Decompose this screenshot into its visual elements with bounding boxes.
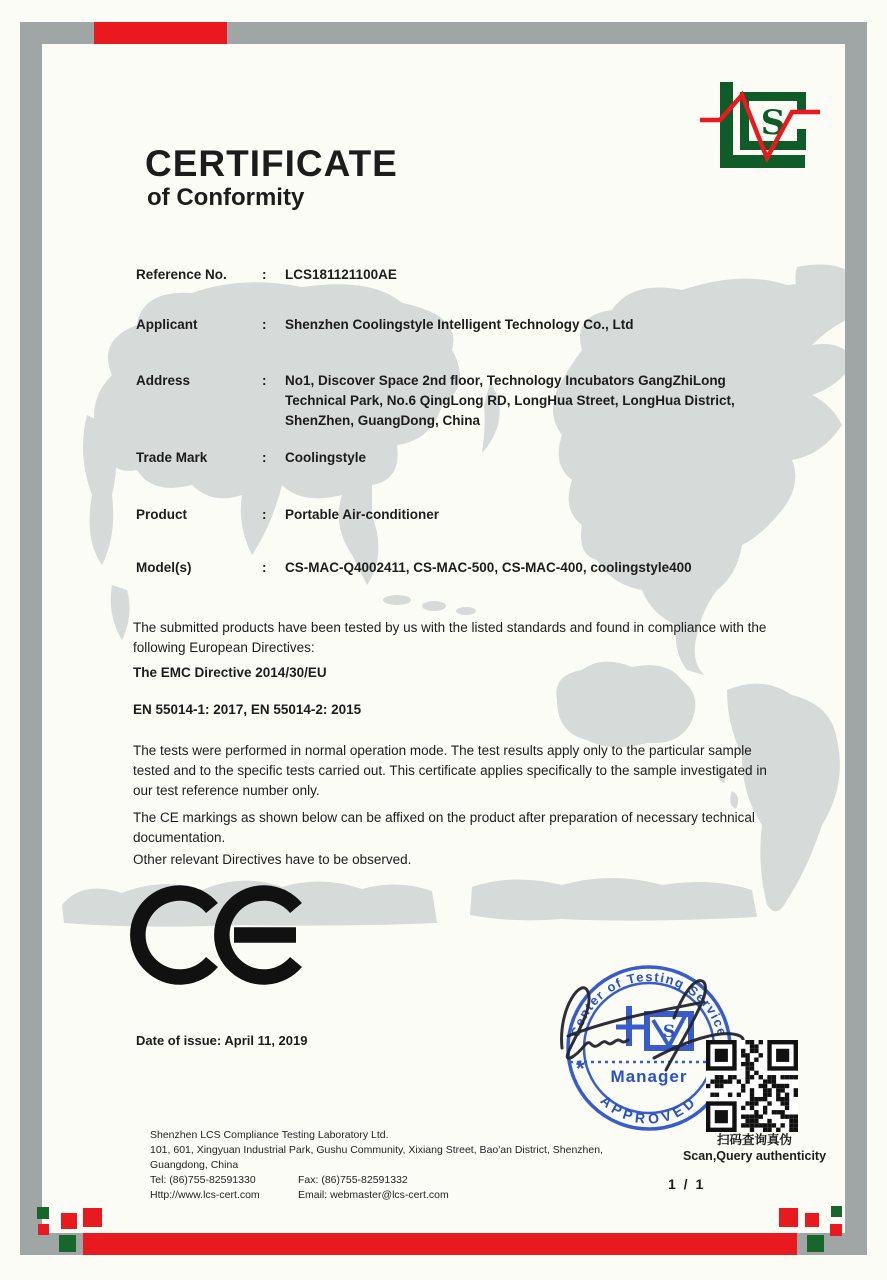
qr-code xyxy=(706,1040,798,1132)
stamp-star-left: * xyxy=(576,1056,585,1081)
field-separator: : xyxy=(262,373,267,388)
page-number: 1 / 1 xyxy=(668,1176,706,1192)
field-value: Portable Air-conditioner xyxy=(285,507,440,522)
footer-address-line1: 101, 601, Xingyuan Industrial Park, Gushu Community, Xixiang Street, Bao'an District, Shenzhen, xyxy=(150,1144,603,1156)
certificate-subtitle: of Conformity xyxy=(147,184,305,211)
qr-caption-chinese: 扫码查询真伪 xyxy=(716,1133,792,1147)
other-directives-line: Other relevant Directives have to be observed. xyxy=(133,852,412,867)
deco-square xyxy=(83,1208,102,1227)
field-label: Trade Mark xyxy=(136,450,208,465)
certificate-title: CERTIFICATE xyxy=(145,143,398,184)
deco-square xyxy=(805,1213,819,1227)
standards-line: EN 55014-1: 2017, EN 55014-2: 2015 xyxy=(133,702,362,717)
tests-note-paragraph: The tests were performed in normal operation mode. The test results apply only to the particular sample tested and to the specific tests carried out. This certificate applies specifically to the sample investigated in our test reference number only. xyxy=(133,743,767,798)
deco-square xyxy=(779,1208,798,1227)
deco-square xyxy=(38,1224,49,1235)
field-separator: : xyxy=(262,450,267,465)
stamp-ring-text-bottom: APPROVED xyxy=(597,1092,701,1127)
stamp-logo-letter: S xyxy=(662,1022,676,1042)
intro-paragraph: The submitted products have been tested by us with the listed standards and found in compliance with the following European Directives: xyxy=(133,620,767,655)
field-value: Shenzhen Coolingstyle Intelligent Technology Co., Ltd xyxy=(285,317,634,332)
field-label: Address xyxy=(136,373,191,388)
deco-square xyxy=(59,1235,76,1252)
date-of-issue: Date of issue: April 11, 2019 xyxy=(136,1033,308,1048)
field-value: No1, Discover Space 2nd floor, Technology Incubators GangZhiLong Technical Park, No.6 QingLong RD, LongHua Street, LongHua District, ShenZhen, GuangDong, China xyxy=(285,373,735,428)
field-label: Model(s) xyxy=(136,560,192,575)
deco-square xyxy=(807,1235,824,1252)
field-label: Product xyxy=(136,507,188,522)
frame-left xyxy=(20,22,42,1255)
footer-address-line2: Guangdong, China xyxy=(150,1159,239,1171)
field-separator: : xyxy=(262,560,267,575)
field-value: Coolingstyle xyxy=(285,450,367,465)
footer-company: Shenzhen LCS Compliance Testing Laboratory Ltd. xyxy=(150,1129,389,1141)
field-value: CS-MAC-Q4002411, CS-MAC-500, CS-MAC-400, coolingstyle400 xyxy=(285,560,692,575)
deco-square xyxy=(830,1224,842,1236)
deco-square xyxy=(831,1206,842,1217)
qr-caption xyxy=(672,1132,837,1164)
field-separator: : xyxy=(262,507,267,522)
stamp-manager-label: Manager xyxy=(610,1067,688,1086)
footer-email: Email: webmaster@lcs-cert.com xyxy=(298,1189,449,1201)
lcs-logo xyxy=(696,76,824,176)
frame-top-red-segment xyxy=(94,22,227,44)
field-separator: : xyxy=(262,317,267,332)
emc-directive-line: The EMC Directive 2014/30/EU xyxy=(133,665,327,680)
ce-note-paragraph: The CE markings as shown below can be affixed on the product after preparation of necessary technical documentation. xyxy=(133,810,755,845)
field-label: Reference No. xyxy=(136,267,227,282)
deco-square xyxy=(37,1207,49,1219)
field-value: LCS181121100AE xyxy=(285,267,397,282)
ce-mark xyxy=(130,882,305,992)
footer-fax: Fax: (86)755-82591332 xyxy=(298,1174,408,1186)
deco-square xyxy=(61,1213,77,1229)
field-label: Applicant xyxy=(136,317,198,332)
footer-tel: Tel: (86)755-82591330 xyxy=(150,1174,256,1186)
frame-bottom-red-segment xyxy=(83,1233,797,1255)
footer-web: Http://www.lcs-cert.com xyxy=(150,1189,260,1201)
stamp-ring-text-top: Center of Testing Service xyxy=(567,969,731,1039)
logo-letter-s: S xyxy=(760,103,786,143)
qr-caption-english: Scan,Query authenticity xyxy=(682,1149,827,1163)
field-separator: : xyxy=(262,267,267,282)
frame-right xyxy=(845,22,867,1255)
